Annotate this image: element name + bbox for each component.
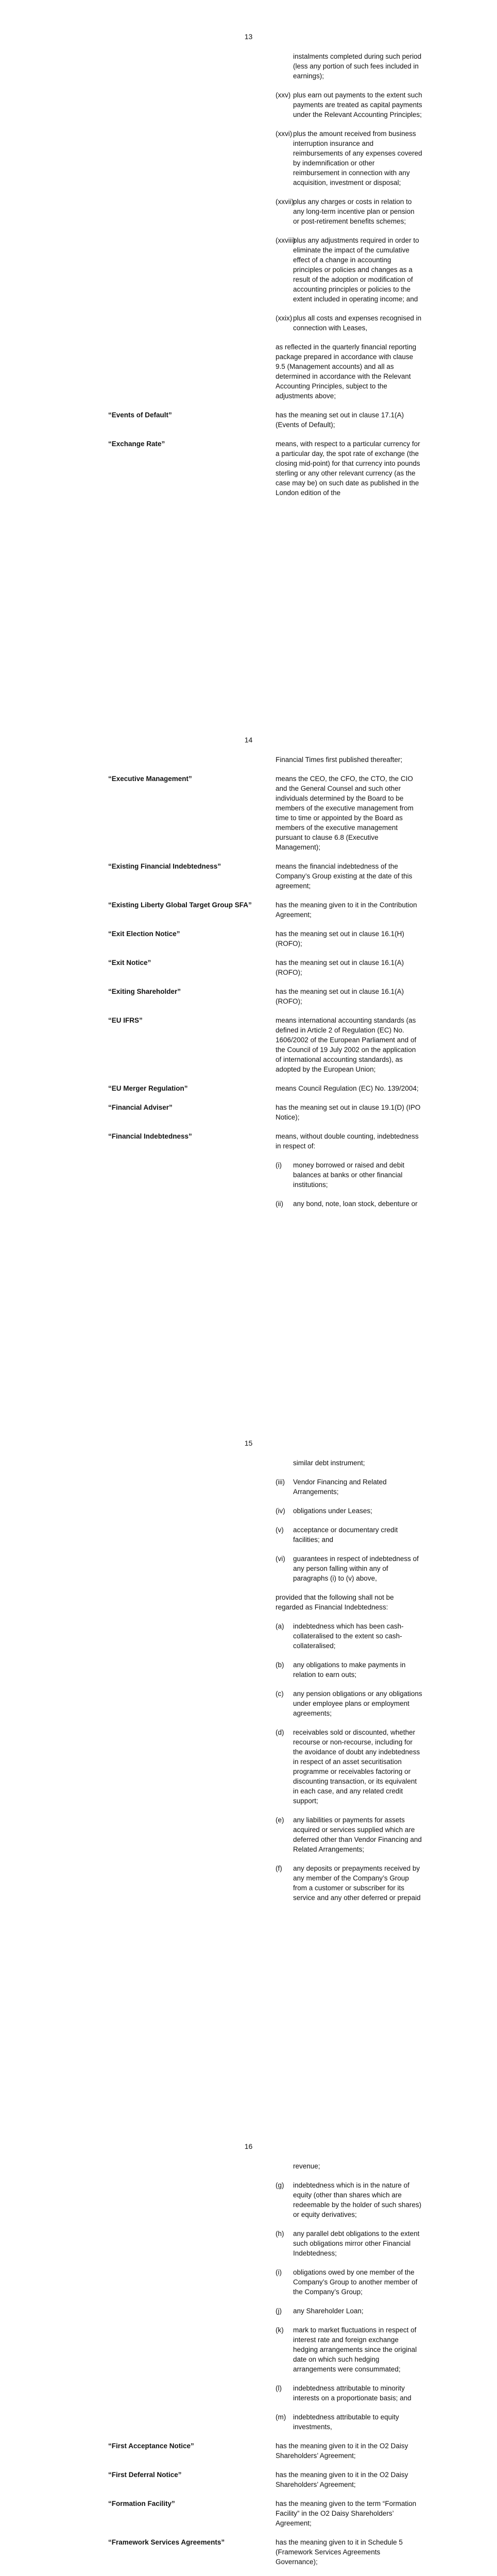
item-text: indebtedness which has been cash-collateralised to the extent so cash-collateralised; [293, 1622, 404, 1650]
list-item [276, 2267, 422, 2297]
definition-text: has the meaning given to it in the O2 Daisy Shareholders’ Agreement; [276, 2442, 408, 2460]
item-text: instalments completed during such period (less any portion of such fees included in earnings); [293, 53, 422, 80]
definition-text: has the meaning set out in clause 19.1(D) (IPO Notice); [276, 1104, 421, 1121]
definition-text: has the meaning set out in clause 16.1(A) (ROFO); [276, 959, 404, 976]
item-label: (v) [276, 1526, 284, 1534]
exclusions-list [276, 2180, 422, 2432]
list-item [276, 2412, 422, 2432]
definition-row [108, 900, 422, 920]
item-text: plus the amount received from business interruption insurance and reimbursements of any expenses covered by indemnification or other reimbursement in connection with any acquisition, investment or disposal; [293, 130, 422, 187]
list-item [276, 1199, 422, 1209]
item-label [276, 52, 293, 81]
definition-row [108, 1015, 422, 1074]
list-item [276, 1815, 422, 1854]
item-label: (xxvii) [276, 198, 294, 206]
item-text: mark to market fluctuations in respect of interest rate and foreign exchange hedging arrangements since the original date on which such hedging arrangements were consummated; [293, 2326, 417, 2373]
item-label: (xxix) [276, 314, 293, 322]
list-item [276, 129, 422, 188]
page-content [108, 755, 422, 1218]
definition-term: “Executive Management” [108, 775, 192, 783]
item-label: (vi) [276, 1555, 285, 1563]
item-label: (xxvi) [276, 130, 293, 138]
definition-term: “Exchange Rate” [108, 440, 165, 448]
list-item [276, 1621, 422, 1651]
definition-row [108, 2441, 422, 2461]
definition-row [108, 2537, 422, 2567]
item-text: any bond, note, loan stock, debenture or [293, 1200, 418, 1208]
definition-text: has the meaning set out in clause 16.1(A) (ROFO); [276, 988, 404, 1005]
definition-text: means, without double counting, indebtedness in respect of: [276, 1132, 419, 1150]
page-16 [0, 2110, 497, 2576]
definition-text: means Council Regulation (EC) No. 139/2004; [276, 1084, 419, 1092]
definition-row [108, 1131, 422, 1151]
item-text: receivables sold or discounted, whether recourse or non-recourse, including for the avoidance of doubt any indebtedness in respect of an asset securitisation programme or receivables factoring or discounting transaction, or its equivalent in each case, and any related credit support; [293, 1728, 420, 1805]
item-label: (i) [276, 2268, 282, 2276]
item-label: (c) [276, 1690, 284, 1698]
item-label: (xxviii) [276, 236, 296, 244]
continued-text: similar debt instrument; [293, 1459, 365, 1467]
definition-row [108, 929, 422, 948]
definition-term: “Financial Adviser” [108, 1104, 173, 1111]
definition-term: “Framework Services Agreements” [108, 2538, 225, 2546]
list-item [276, 197, 422, 226]
definition-text: has the meaning given to it in the Contribution Agreement; [276, 901, 417, 919]
page-14 [0, 703, 497, 1406]
item-label: (f) [276, 1865, 282, 1872]
list-item [276, 1660, 422, 1680]
definition-term: “Events of Default” [108, 411, 172, 419]
definition-text: means, with respect to a particular currency for a particular day, the spot rate of exchange (the closing mid-point) for that currency into pounds sterling or any other relevant currency (as the case may be) on such date as published in the London edition of the [276, 440, 420, 497]
item-text: obligations under Leases; [293, 1507, 372, 1515]
definition-text: has the meaning given to it in Schedule 5 (Framework Services Agreements Governance); [276, 2538, 403, 2566]
list-item [276, 235, 422, 304]
item-text: any Shareholder Loan; [293, 2307, 364, 2315]
item-label: (iii) [276, 1478, 285, 1486]
item-label: (j) [276, 2307, 282, 2315]
item-text: plus any charges or costs in relation to any long-term incentive plan or pension or post-retirement benefits schemes; [293, 198, 415, 225]
item-text: any deposits or prepayments received by any member of the Company’s Group from a customer or subscriber for its service and any other deferred or prepaid [293, 1865, 421, 1902]
financial-indebtedness-list [276, 1477, 422, 1583]
ebitda-adjustments-list [276, 52, 422, 333]
definition-row [108, 861, 422, 891]
definition-row [108, 958, 422, 977]
list-item [276, 1477, 422, 1497]
list-item [276, 2325, 422, 2374]
definition-text: has the meaning given to it in the O2 Daisy Shareholders’ Agreement; [276, 2471, 408, 2488]
definition-text: has the meaning set out in clause 17.1(A) (Events of Default); [276, 411, 404, 429]
item-label: (k) [276, 2326, 284, 2334]
page-content [108, 2161, 422, 2576]
page-15 [0, 1406, 497, 2110]
definition-row [108, 774, 422, 852]
list-item [276, 1554, 422, 1583]
definition-text: means the financial indebtedness of the Company’s Group existing at the date of this agreement; [276, 862, 413, 890]
definition-term: “First Deferral Notice” [108, 2471, 182, 2479]
item-text: any pension obligations or any obligations under employee plans or employment agreements; [293, 1690, 422, 1717]
definition-term: “Exiting Shareholder” [108, 988, 181, 995]
page-number: 15 [244, 1439, 253, 1447]
definition-term: “Financial Indebtedness” [108, 1132, 192, 1140]
financial-indebtedness-list [276, 1160, 422, 1209]
definition-row [108, 1103, 422, 1122]
page-number: 16 [244, 2142, 253, 2150]
item-label: (g) [276, 2181, 284, 2189]
definition-term: “EU Merger Regulation” [108, 1084, 188, 1092]
item-label: (ii) [276, 1200, 283, 1208]
definition-term: “Formation Facility” [108, 2500, 175, 2507]
tail-paragraph: as reflected in the quarterly financial reporting package prepared in accordance with clause 9.5 (Management accounts) and all as determined in accordance with the Relevant Accounting Principles, subject to the adjustments above; [276, 343, 417, 400]
item-label: (i) [276, 1161, 282, 1169]
item-text: plus all costs and expenses recognised in connection with Leases, [293, 314, 422, 332]
definition-term: “Existing Financial Indebtedness” [108, 862, 221, 870]
definition-term: “Exit Notice” [108, 959, 151, 967]
page-13 [0, 0, 497, 703]
item-text: guarantees in respect of indebtedness of any person falling within any of paragraphs (i) to (v) above, [293, 1555, 419, 1582]
item-label: (iv) [276, 1507, 285, 1515]
exclusions-list [276, 1621, 422, 1903]
item-label: (l) [276, 2384, 282, 2392]
item-text: indebtedness attributable to equity investments, [293, 2413, 399, 2431]
definition-row [108, 1083, 422, 1093]
page-number: 14 [244, 736, 253, 744]
list-item [276, 1689, 422, 1718]
list-item [276, 2306, 422, 2316]
item-text: indebtedness attributable to minority interests on a proportionate basis; and [293, 2384, 412, 2402]
page-content [108, 52, 422, 507]
page-number: 13 [244, 32, 253, 41]
item-label: (b) [276, 1661, 284, 1669]
list-item [276, 1525, 422, 1545]
definition-row [108, 410, 422, 430]
definition-text: means international accounting standards (as defined in Article 2 of Regulation (EC) No. 1606/2002 of the European Parliament and of the Council of 19 July 2002 on the application of international accounting standards), as adopted by the European Union; [276, 1016, 417, 1073]
list-item [276, 2180, 422, 2219]
item-text: indebtedness which is in the nature of equity (other than shares which are redeemable by the holder of such shares) or equity derivatives; [293, 2181, 422, 2218]
definition-row [108, 987, 422, 1006]
list-item [276, 2383, 422, 2403]
definition-term: “Exit Election Notice” [108, 930, 180, 938]
definition-term: “Existing Liberty Global Target Group SFA” [108, 901, 252, 909]
item-text: plus any adjustments required in order to eliminate the impact of the cumulative effect of a change in accounting principles or policies and changes as a result of the adoption or modification of accounting principles or policies to the extent included in operating income; and [293, 236, 419, 303]
list-item [276, 2229, 422, 2258]
definition-row [108, 2499, 422, 2528]
item-label: (d) [276, 1728, 284, 1736]
definition-text: has the meaning set out in clause 16.1(H) (ROFO); [276, 930, 404, 947]
item-text: plus earn out payments to the extent such payments are treated as capital payments under the Relevant Accounting Principles; [293, 91, 422, 118]
item-text: acceptance or documentary credit facilities; and [293, 1526, 398, 1544]
item-label: (xxv) [276, 91, 291, 99]
definition-row [108, 439, 422, 498]
item-text: any obligations to make payments in relation to earn outs; [293, 1661, 406, 1679]
item-text: money borrowed or raised and debit balances at banks or other financial institutions; [293, 1161, 405, 1189]
item-label: (m) [276, 2413, 286, 2421]
item-text: any parallel debt obligations to the extent such obligations mirror other Financial Indebtedness; [293, 2230, 420, 2257]
list-item [276, 1506, 422, 1516]
item-label: (e) [276, 1816, 284, 1824]
definition-row [108, 2470, 422, 2489]
list-item [276, 1863, 422, 1903]
list-item [276, 313, 422, 333]
list-item [276, 90, 422, 120]
definition-text: means the CEO, the CFO, the CTO, the CIO and the General Counsel and such other individuals determined by the Board to be members of the executive management from time to time or appointed by the Board as members of the executive management pursuant to clause 6.8 (Executive Management); [276, 775, 414, 851]
item-text: obligations owed by one member of the Company’s Group to another member of the Company’s Group; [293, 2268, 418, 2296]
item-label: (h) [276, 2230, 284, 2238]
definition-term: “EU IFRS” [108, 1016, 143, 1024]
page-content [108, 1458, 422, 1912]
item-label: (a) [276, 1622, 284, 1630]
item-text: any liabilities or payments for assets acquired or services supplied which are deferred other than Vendor Financing and Related Arrangements; [293, 1816, 422, 1853]
continued-text: Financial Times first published thereafter; [276, 756, 403, 764]
continued-text: revenue; [293, 2162, 320, 2170]
definition-term: “First Acceptance Notice” [108, 2442, 194, 2450]
proviso-paragraph: provided that the following shall not be regarded as Financial Indebtedness: [276, 1594, 394, 1611]
list-item [276, 1727, 422, 1806]
item-text: Vendor Financing and Related Arrangements; [293, 1478, 387, 1496]
list-item [276, 52, 422, 81]
definition-text: has the meaning given to the term “Formation Facility” in the O2 Daisy Shareholders’ Agreement; [276, 2500, 417, 2527]
list-item [276, 1160, 422, 1190]
